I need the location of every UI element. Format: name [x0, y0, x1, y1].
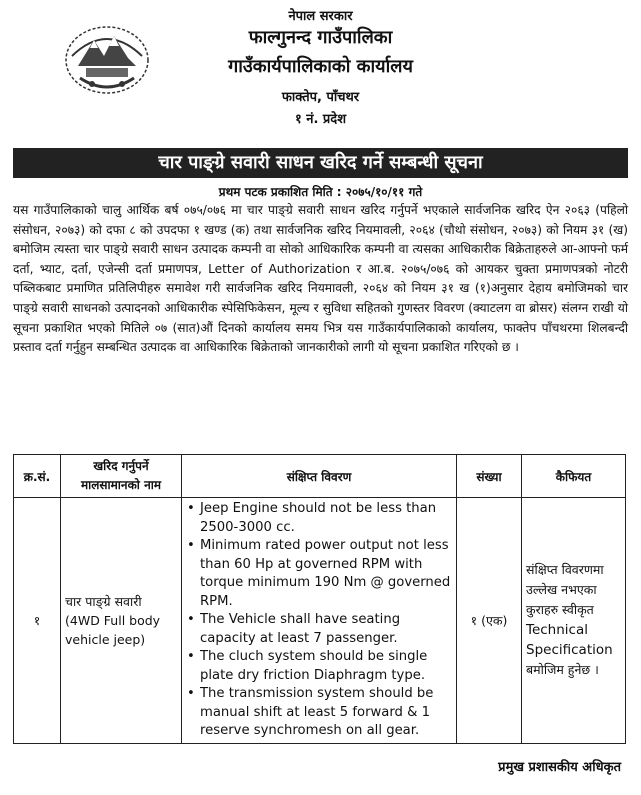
- notice-title-banner: चार पाङ्ग्रे सवारी साधन खरिद गर्ने सम्बन्धी सूचना: [13, 148, 628, 178]
- spec-item: • The Vehicle shall have seating capacity at least 7 passenger.: [185, 611, 453, 648]
- remarks-line3: बमोजिम हुनेछ ।: [526, 662, 599, 678]
- spec-item: • Minimum rated power output not less than 60 Hp at governed RPM with torque minimum 190 Nm @ governed RPM.: [185, 537, 453, 611]
- header-remarks: कैफियत: [522, 455, 626, 498]
- notice-body: यस गाउँपालिकाको चालु आर्थिक बर्ष ०७५/०७६ मा चार पाङ्ग्रे सवारी साधन खरिद गर्नुपर्ने भएकाले सार्वजनिक खरिद ऐन २०६३ (पहिलो संसोधन, २०७३) को दफा ८ को उपदफा १ खण्ड (क) तथा सार्वजनिक खरिद नियमावली, २०६४ (चौथो संसोधन, २०७३) को नियम ३१ (ख) बमोजिम त्यस्ता चार पाङ्ग्रे सवारी साधन उत्पादक कम्पनी वा सोको आधिकारिक कम्पनी वा त्यसका आधिकारीक बिक्रेताहरुले आ-आफ्नो फर्म दर्ता, भ्याट, दर्ता, एजेन्सी दर्ता प्रमाणपत्र, Letter of Authorization र आ.ब. २०७५/०७६ को आयकर चुक्ता प्रमाणपत्रको नोटरी पब्लिकबाट प्रमाणित प्रतिलिपीहरु समावेश गरी सार्वजनिक खरिद नियमावली, २०६४ को नियम ३१ ख (१)अनुसार देहाय बमोजिमको चार पाङ्ग्रे सवारी साधनको उत्पादनको आधिकारीक स्पेसिफिकेसन, मूल्य र सुविधा सहितको गुणस्तर विवरण (क्याटलग वा ब्रोसर) संलग्न राखी यो सूचना प्रकाशित भएको मितिले ०७ (सात)औं दिनको कार्यालय समय भित्र यस गाउँकार्यपालिकाको कार्यालय, फाक्तेप पाँचथरमा शिलबन्दी प्रस्ताव दर्ता गर्नुहुन सम्बन्धित उत्पादक वा आधिकारिक बिक्रेताको जानकारीको लागी यो सूचना प्रकाशित गरिएको छ ।: [13, 203, 628, 355]
- row-item-line1: चार पाङ्ग्रे सवारी: [65, 593, 142, 609]
- office-location: फाक्तेप, पाँचथर: [281, 90, 360, 105]
- row-description: [182, 498, 457, 744]
- spec-item: • The transmission system should be manual shift at least 5 forward & 1 reserve synchromesh on all gear.: [185, 685, 453, 741]
- spec-item: • Jeep Engine should not be less than 2500-3000 cc.: [185, 500, 453, 537]
- province-name: १ नं. प्रदेश: [294, 112, 347, 127]
- header-description: संक्षिप्त विवरण: [182, 455, 457, 498]
- table-row: [14, 498, 626, 744]
- spec-list: [185, 500, 453, 741]
- government-name: नेपाल सरकार: [288, 9, 353, 24]
- table-header-row: [14, 455, 626, 498]
- signoff-officer: प्रमुख प्रशासकीय अधिकृत: [498, 760, 621, 775]
- header-item: [61, 455, 182, 498]
- header-item-line2: मालसामानको नाम: [80, 478, 162, 492]
- spec-item: • The cluch system should be single plate dry friction Diaphragm type.: [185, 648, 453, 685]
- remarks-line1: संक्षिप्त विवरणमा उल्लेख नभएका कुराहरु स्वीकृत: [526, 562, 604, 618]
- row-item-line2: (4WD Full body vehicle jeep): [65, 612, 161, 647]
- header-sn: क्र.सं.: [14, 455, 61, 498]
- header-quantity: संख्या: [457, 455, 522, 498]
- municipality-name: फाल्गुनन्द गाउँपालिका: [248, 27, 393, 48]
- header-item-line1: खरिद गर्नुपर्ने: [93, 459, 149, 473]
- row-remarks: [522, 498, 626, 744]
- publication-date: प्रथम पटक प्रकाशित मिति : २०७५/१०/११ गते: [218, 185, 423, 199]
- row-sn: १: [14, 498, 61, 744]
- procurement-table: [13, 454, 626, 744]
- row-quantity: १ (एक): [457, 498, 522, 744]
- row-item: [61, 498, 182, 744]
- notice-header: [13, 0, 628, 148]
- remarks-line2: Technical Specification: [526, 622, 613, 659]
- office-name: गाउँकार्यपालिकाको कार्यालय: [228, 56, 413, 77]
